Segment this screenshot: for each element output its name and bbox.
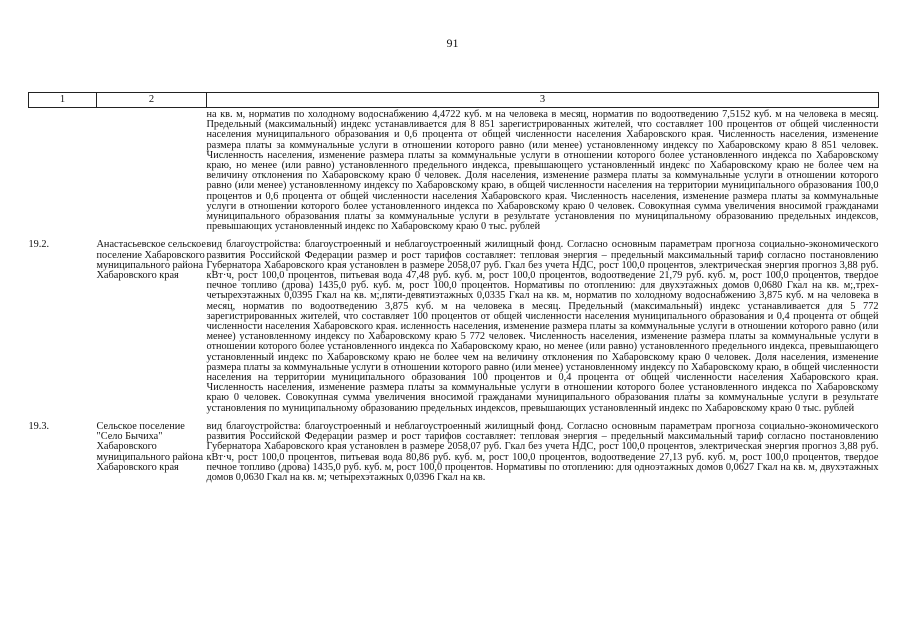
row-name: Сельское поселение "Село Бычиха" Хабаровского муниципального района Хабаровского края — [96, 420, 204, 473]
row-number: 19.3. — [28, 420, 50, 432]
tariff-table — [28, 92, 879, 491]
table-row — [29, 422, 879, 491]
continuation-text: на кв. м, норматив по холодному водоснабжению 4,4722 куб. м на человека в месяц, норматив по водоотведению 7,5152 куб. м на человека в месяц. Предельный (максимальный) индекс устанавливается для 8 851 зарегистрированных жителей, что составляет 100 процентов от общей численности населения муниципального образования и 0,6 процента от общей численности населения Хабаровского края. Численность населения, изменение размера платы за коммунальные услуги в отношении которого равно (или менее) установленному индексу по Хабаровскому краю 8 851 человек. Численность населения, изменение размера платы за коммунальные услуги в отношении которого более установленного индекса по Хабаровскому краю, но менее (или равно) установленного предельного индекса, превышающего установленный индекс по Хабаровскому краю не более чем на величину отклонения по Хабаровскому краю 0 человек. Доля населения, изменение размера платы за коммунальные услуги в отношении которого равно (или менее) установленному индексу по Хабаровскому краю, в общей численности населения на территории муниципального образования 100,0 процентов и 0,6 процента от общей численности населения Хабаровского края. Численность населения, изменение размера платы за коммунальные услуги в отношении которого более установленного индекса по Хабаровскому краю 0 человек. Совокупная сумма увеличения вносимой гражданами муниципального образования платы за коммунальные услуги в результате установления по муниципальному образованию предельных индексов, превышающих установленный индекс по Хабаровскому краю 0 тыс. рублей — [206, 109, 879, 233]
page-number: 91 — [446, 36, 459, 50]
row-name — [97, 108, 207, 241]
table-header-row — [29, 93, 879, 108]
row-name: Анастасьевское сельское поселение Хабаровского муниципального района Хабаровского края — [96, 239, 206, 282]
row-number: 19.2. — [28, 239, 50, 251]
row-text: вид благоустройства: благоустроенный и неблагоустроенный жилищный фонд. Согласно основным параметрам прогноза социально-экономического развития Российской Федерации размер и рост тарифов составляет: тепловая энергия – предельный максимальный тариф согласно постановлению Губернатора Хабаровского края установлен в размере 2058,07 руб. Гкал без учета НДС, рост 100,0 процентов, электрическая энергия прогноз 3,88 руб. кВт·ч, рост 100,0 процентов, питьевая вода 47,48 руб. куб. м, рост 100,0 процентов, водоотведение 21,79 руб. куб. м, рост 100,0 процентов, твердое печное топливо (дрова) 1435,0 руб. куб. м, рост 100,0 процентов. Нормативы по отоплению: для двухэтажных домов 0,0680 Гкал на кв. м;,трех-четырехэтажных 0,0395 Гкал на кв. м;,пяти-девятиэтажных 0,0335 Гкал на кв. м, норматив по холодному водоснабжению 3,875 куб. м на человека в месяц, норматив по водоотведению 3,875 куб. м на человека в месяц. Предельный (максимальный) индекс устанавливается для 5 772 зарегистрированных жителей, что составляет 100 процентов от общей численности населения муниципального образования и 0,4 процента от общей численности населения Хабаровского края. исленность населения, изменение размера платы за коммунальные услуги в отношении которого равно (или менее) установленному индексу по Хабаровскому краю 5 772 человек. Численность населения, изменение размера платы за коммунальные услуги в отношении которого более установленного индекса по Хабаровскому краю, но менее (или равно) установленного предельного индекса, превышающего установленный индекс по Хабаровскому краю не более чем на величину отклонения по Хабаровскому краю 0 человек. Доля населения, изменение размера платы за коммунальные услуги в отношении которого равно (или менее) установленному индексу по Хабаровскому краю, в общей численности населения на территории муниципального образования 100 процентов и 0,4 процента от общей численности населения Хабаровского края. Численность населения, изменение размера платы за коммунальные услуги в отношении которого более установленного индекса по Хабаровскому краю 0 человек. Совокупная сумма увеличения вносимой гражданами муниципального образования платы за коммунальные услуги в результате установления по муниципальному образованию предельных индексов, превышающих установленный индекс по Хабаровскому краю 0 тыс. рублей — [206, 239, 879, 414]
header-col-1: 1 — [29, 93, 97, 108]
row-text: вид благоустройства: благоустроенный и неблагоустроенный жилищный фонд. Согласно основным параметрам прогноза социально-экономического развития Российской Федерации размер и рост тарифов составляет: тепловая энергия – предельный максимальный тариф согласно постановлению Губернатора Хабаровского края установлен в размере 2058,07 руб. Гкал без учета НДС, рост 100,0 процентов, электрическая энергия прогноз 3,88 руб. кВт·ч, рост 100,0 процентов, питьевая вода 80,86 руб. куб. м, рост 100,0 процентов, водоотведение 27,13 руб. куб. м, рост 100,0 процентов, твердое печное топливо (дрова) 1435,0 руб. куб. м, рост 100,0 процентов. Нормативы по отоплению: для одноэтажных домов 0,0627 Гкал на кв. м, двухэтажных домов 0,0630 Гкал на кв. м; четырехэтажных 0,0396 Гкал на кв. — [206, 420, 879, 483]
table-row — [29, 240, 879, 421]
row-number — [29, 108, 97, 241]
header-col-2: 2 — [97, 93, 207, 108]
header-col-3: 3 — [207, 93, 879, 108]
table-row — [29, 108, 879, 241]
